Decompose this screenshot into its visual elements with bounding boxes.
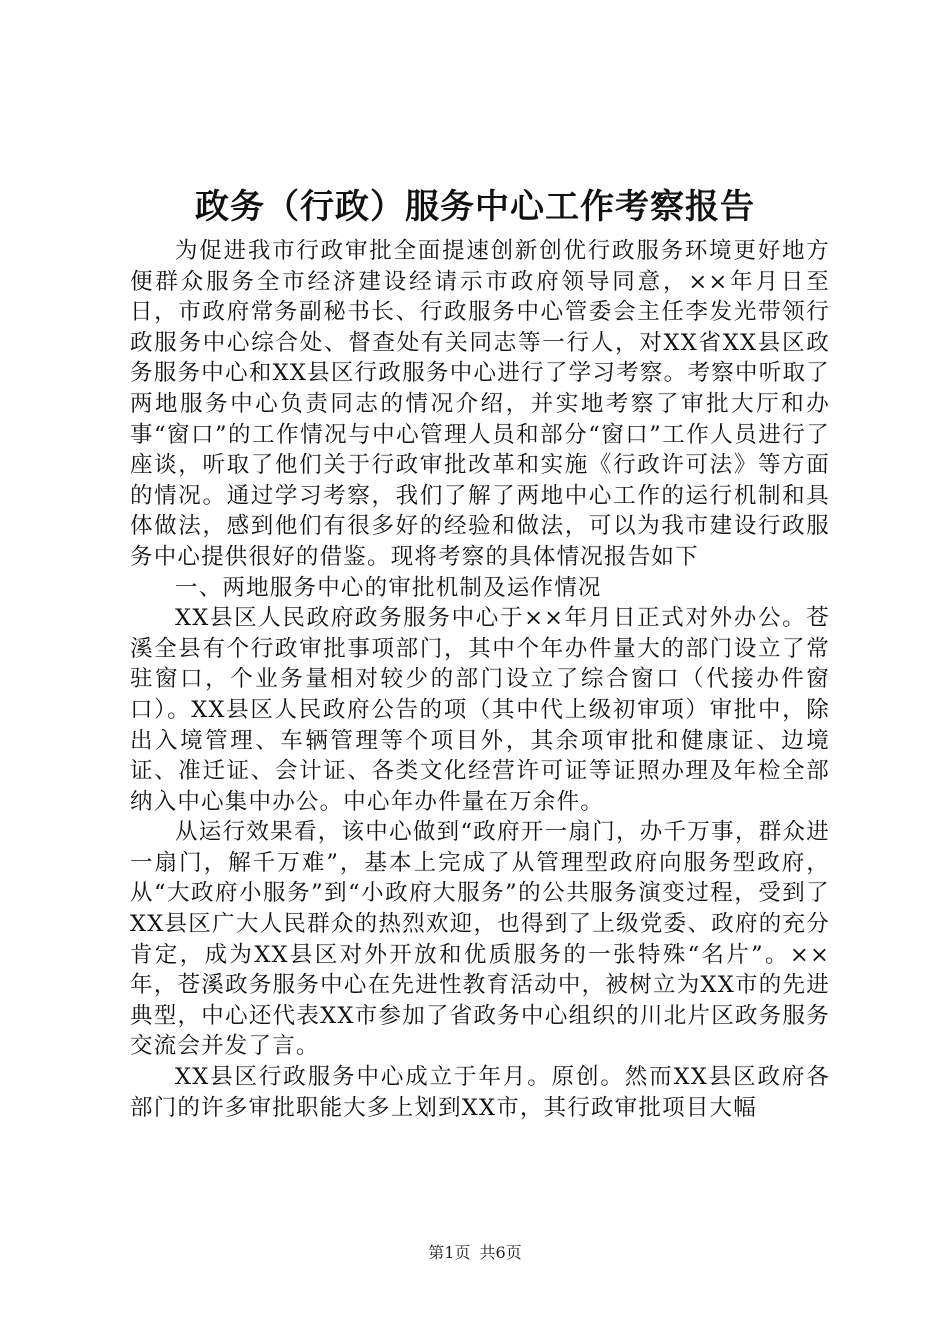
- document-title: 政务（行政）服务中心工作考察报告: [195, 187, 755, 227]
- page-footer: [0, 1241, 950, 1265]
- page-total: 共6页: [479, 1243, 522, 1262]
- body-paragraph: XX县区行政服务中心成立于年月。原创。然而XX县区政府各部门的许多审批职能大多上划到XX市，其行政审批项目大幅: [130, 1064, 830, 1121]
- document-body: [130, 236, 830, 1123]
- section-heading: 一、两地服务中心的审批机制及运作情况: [175, 574, 602, 601]
- body-paragraph: XX县区人民政府政务服务中心于××年月日正式对外办公。苍溪全县有个行政审批事项部门，其中个年办件量大的部门设立了常驻窗口，个业务量相对较少的部门设立了综合窗口（代接办件窗口）。XX县区人民政府公告的项（其中代上级初审项）审批中，除出入境管理、车辆管理等个项目外，其余项审批和健康证、边境证、准迁证、会计证、各类文化经营许可证等证照办理及年检全部纳入中心集中办公。中心年办件量在万余件。: [130, 605, 830, 815]
- page-number: 第1页: [428, 1243, 471, 1262]
- intro-paragraph: 为促进我市行政审批全面提速创新创优行政服务环境更好地方便群众服务全市经济建设经请示市政府领导同意，××年月日至日，市政府常务副秘书长、行政服务中心管委会主任李发光带领行政服务中心综合处、督查处有关同志等一行人，对XX省XX县区政务服务中心和XX县区行政服务中心进行了学习考察。考察中听取了两地服务中心负责同志的情况介绍，并实地考察了审批大厅和办事“窗口”的工作情况与中心管理人员和部分“窗口”工作人员进行了座谈，听取了他们关于行政审批改革和实施《行政许可法》等方面的情况。通过学习考察，我们了解了两地中心工作的运行机制和具体做法，感到他们有很多好的经验和做法，可以为我市建设行政服务中心提供很好的借鉴。现将考察的具体情况报告如下: [130, 238, 830, 570]
- body-paragraph: 从运行效果看，该中心做到“政府开一扇门，办千万事，群众进一扇门，解千万难”，基本上完成了从管理型政府向服务型政府，从“大政府小服务”到“小政府大服务”的公共服务演变过程，受到了XX县区广大人民群众的热烈欢迎，也得到了上级党委、政府的充分肯定，成为XX县区对外开放和优质服务的一张特殊“名片”。××年，苍溪政务服务中心在先进性教育活动中，被树立为XX市的先进典型，中心还代表XX市参加了省政务中心组织的川北片区政务服务交流会并发了言。: [130, 819, 830, 1060]
